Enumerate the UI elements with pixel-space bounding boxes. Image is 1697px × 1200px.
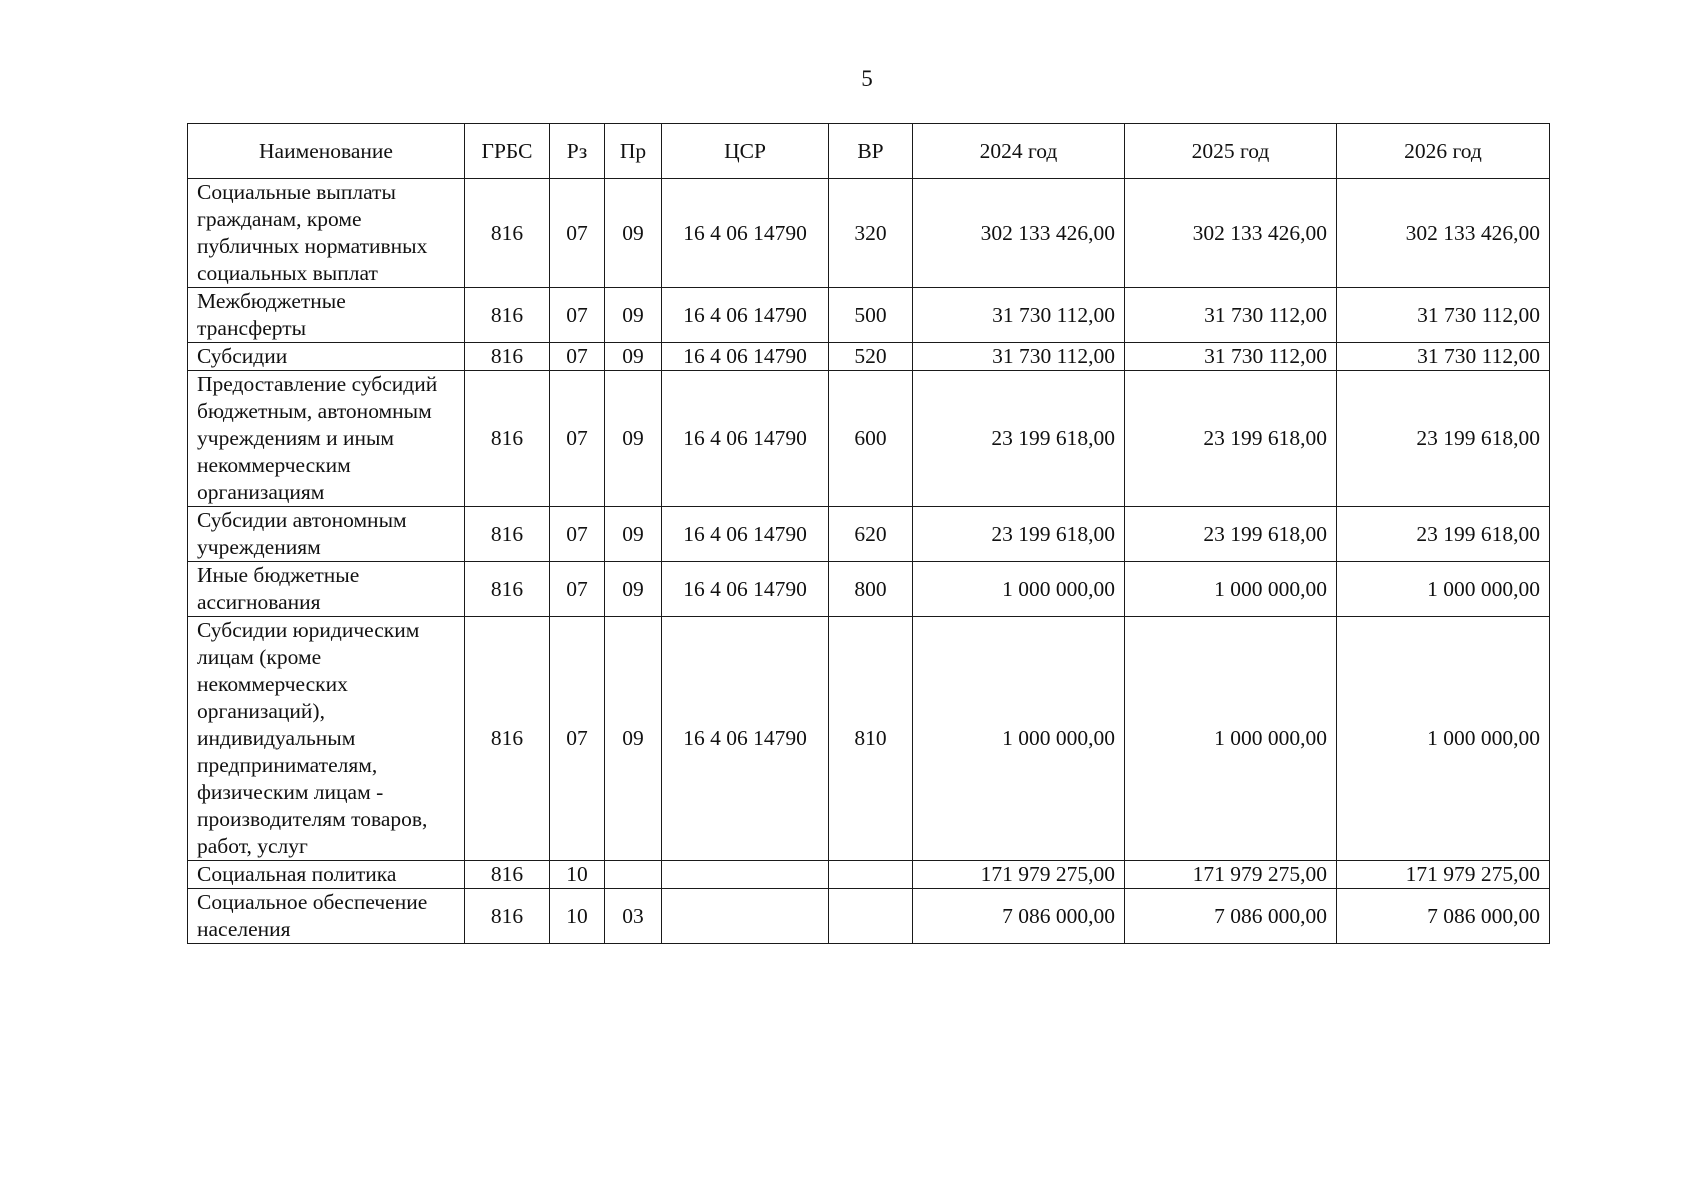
- cell-grbs: 816: [465, 562, 550, 617]
- table-row: [188, 343, 1550, 371]
- cell-rz: 10: [550, 889, 605, 944]
- cell-csr: 16 4 06 14790: [662, 343, 829, 371]
- cell-2024: 171 979 275,00: [913, 861, 1125, 889]
- cell-rz: 07: [550, 343, 605, 371]
- cell-pr: 09: [605, 507, 662, 562]
- cell-2024: 7 086 000,00: [913, 889, 1125, 944]
- cell-vr: 600: [829, 371, 913, 507]
- header-vr: ВР: [829, 124, 913, 179]
- cell-rz: 07: [550, 179, 605, 288]
- cell-grbs: 816: [465, 617, 550, 861]
- header-2024: 2024 год: [913, 124, 1125, 179]
- cell-pr: 09: [605, 179, 662, 288]
- cell-2024: 1 000 000,00: [913, 562, 1125, 617]
- cell-2024: 1 000 000,00: [913, 617, 1125, 861]
- cell-name: Социальная политика: [188, 861, 465, 889]
- cell-2026: 31 730 112,00: [1337, 288, 1550, 343]
- cell-2024: 23 199 618,00: [913, 507, 1125, 562]
- header-pr: Пр: [605, 124, 662, 179]
- cell-2024: 31 730 112,00: [913, 288, 1125, 343]
- header-2025: 2025 год: [1125, 124, 1337, 179]
- cell-2026: 7 086 000,00: [1337, 889, 1550, 944]
- cell-csr: [662, 861, 829, 889]
- cell-grbs: 816: [465, 179, 550, 288]
- cell-grbs: 816: [465, 889, 550, 944]
- cell-2025: 31 730 112,00: [1125, 343, 1337, 371]
- cell-grbs: 816: [465, 288, 550, 343]
- cell-name: Межбюджетные трансферты: [188, 288, 465, 343]
- cell-2024: 23 199 618,00: [913, 371, 1125, 507]
- cell-csr: 16 4 06 14790: [662, 617, 829, 861]
- cell-2025: 31 730 112,00: [1125, 288, 1337, 343]
- cell-rz: 07: [550, 507, 605, 562]
- cell-pr: 09: [605, 371, 662, 507]
- header-2026: 2026 год: [1337, 124, 1550, 179]
- cell-name: Субсидии: [188, 343, 465, 371]
- header-csr: ЦСР: [662, 124, 829, 179]
- table-row: [188, 889, 1550, 944]
- cell-name: Социальные выплаты гражданам, кроме публичных нормативных социальных выплат: [188, 179, 465, 288]
- cell-pr: 09: [605, 288, 662, 343]
- cell-2025: 23 199 618,00: [1125, 507, 1337, 562]
- cell-grbs: 816: [465, 343, 550, 371]
- cell-2026: 23 199 618,00: [1337, 371, 1550, 507]
- table-row: [188, 371, 1550, 507]
- cell-2025: 1 000 000,00: [1125, 562, 1337, 617]
- cell-vr: 620: [829, 507, 913, 562]
- cell-vr: [829, 861, 913, 889]
- cell-2026: 171 979 275,00: [1337, 861, 1550, 889]
- cell-rz: 10: [550, 861, 605, 889]
- header-row: [188, 124, 1550, 179]
- cell-vr: 500: [829, 288, 913, 343]
- cell-2025: 7 086 000,00: [1125, 889, 1337, 944]
- cell-csr: 16 4 06 14790: [662, 507, 829, 562]
- cell-pr: 09: [605, 562, 662, 617]
- cell-pr: [605, 861, 662, 889]
- cell-2025: 302 133 426,00: [1125, 179, 1337, 288]
- cell-rz: 07: [550, 562, 605, 617]
- table-row: [188, 562, 1550, 617]
- cell-2026: 1 000 000,00: [1337, 562, 1550, 617]
- cell-2026: 31 730 112,00: [1337, 343, 1550, 371]
- cell-2024: 302 133 426,00: [913, 179, 1125, 288]
- cell-grbs: 816: [465, 371, 550, 507]
- cell-vr: 800: [829, 562, 913, 617]
- cell-rz: 07: [550, 617, 605, 861]
- table-row: [188, 179, 1550, 288]
- cell-rz: 07: [550, 288, 605, 343]
- cell-2025: 23 199 618,00: [1125, 371, 1337, 507]
- table-row: [188, 861, 1550, 889]
- cell-name: Субсидии юридическим лицам (кроме некоммерческих организаций), индивидуальным предпринимателям, физическим лицам - производителям товаров, работ, услуг: [188, 617, 465, 861]
- cell-2026: 302 133 426,00: [1337, 179, 1550, 288]
- page-number: 5: [861, 66, 873, 91]
- header-rz: Рз: [550, 124, 605, 179]
- cell-name: Социальное обеспечение населения: [188, 889, 465, 944]
- cell-2025: 171 979 275,00: [1125, 861, 1337, 889]
- cell-vr: [829, 889, 913, 944]
- cell-name: Субсидии автономным учреждениям: [188, 507, 465, 562]
- header-grbs: ГРБС: [465, 124, 550, 179]
- budget-table: [187, 123, 1550, 944]
- cell-csr: 16 4 06 14790: [662, 288, 829, 343]
- cell-pr: 09: [605, 617, 662, 861]
- cell-name: Предоставление субсидий бюджетным, автономным учреждениям и иным некоммерческим организациям: [188, 371, 465, 507]
- table-body: [188, 179, 1550, 944]
- cell-2026: 23 199 618,00: [1337, 507, 1550, 562]
- cell-grbs: 816: [465, 507, 550, 562]
- cell-csr: 16 4 06 14790: [662, 179, 829, 288]
- cell-vr: 520: [829, 343, 913, 371]
- cell-2024: 31 730 112,00: [913, 343, 1125, 371]
- cell-2025: 1 000 000,00: [1125, 617, 1337, 861]
- cell-vr: 810: [829, 617, 913, 861]
- cell-grbs: 816: [465, 861, 550, 889]
- cell-vr: 320: [829, 179, 913, 288]
- cell-2026: 1 000 000,00: [1337, 617, 1550, 861]
- cell-csr: [662, 889, 829, 944]
- cell-pr: 09: [605, 343, 662, 371]
- table-row: [188, 617, 1550, 861]
- cell-name: Иные бюджетные ассигнования: [188, 562, 465, 617]
- cell-csr: 16 4 06 14790: [662, 562, 829, 617]
- table-row: [188, 288, 1550, 343]
- cell-rz: 07: [550, 371, 605, 507]
- header-name: Наименование: [188, 124, 465, 179]
- table-row: [188, 507, 1550, 562]
- cell-pr: 03: [605, 889, 662, 944]
- cell-csr: 16 4 06 14790: [662, 371, 829, 507]
